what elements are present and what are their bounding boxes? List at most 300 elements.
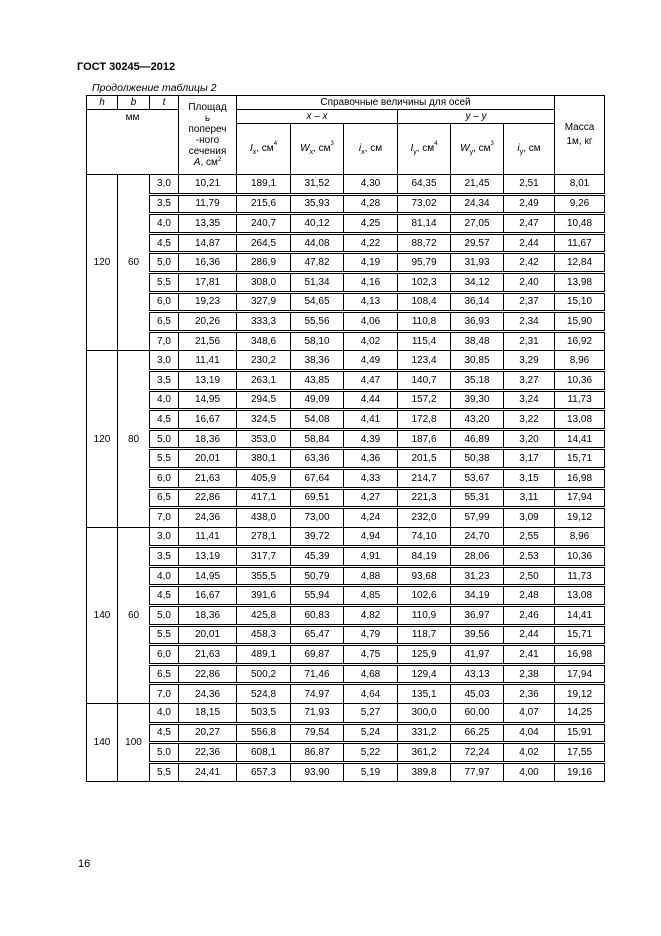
table-cell: 6,5	[150, 664, 179, 684]
table-cell: 294,5	[237, 390, 291, 410]
table-cell: 110,9	[398, 606, 451, 626]
table-cell: 7,0	[150, 684, 179, 704]
section-properties-table	[86, 95, 605, 782]
group-h-cell: 140	[87, 527, 118, 703]
b-header: b	[118, 96, 150, 110]
table-cell: 13,19	[179, 370, 237, 390]
table-cell: 15,90	[555, 312, 605, 332]
table-cell: 503,5	[237, 704, 291, 724]
table-cell: 15,10	[555, 292, 605, 312]
table-cell: 2,46	[504, 606, 555, 626]
ry-symbol: i	[517, 142, 520, 154]
table-cell: 278,1	[237, 527, 291, 547]
table-cell: 4,85	[344, 586, 398, 606]
iy-symbol: I	[410, 142, 414, 154]
table-cell: 16,67	[179, 410, 237, 430]
table-cell: 65,47	[291, 625, 344, 645]
table-cell: 36,14	[451, 292, 504, 312]
ix-unit: , см	[256, 142, 274, 154]
table-cell: 4,00	[504, 762, 555, 782]
group-b-cell: 60	[118, 527, 150, 703]
wx-exp: 3	[330, 140, 334, 147]
table-cell: 4,02	[344, 331, 398, 351]
mass-header	[555, 96, 605, 175]
table-cell: 81,14	[398, 214, 451, 234]
table-cell: 380,1	[237, 449, 291, 469]
table-cell: 324,5	[237, 410, 291, 430]
table-cell: 16,36	[179, 253, 237, 273]
table-row	[87, 390, 605, 410]
table-cell: 11,79	[179, 194, 237, 214]
table-row	[87, 214, 605, 234]
table-cell: 129,4	[398, 664, 451, 684]
table-cell: 4,02	[504, 743, 555, 763]
table-cell: 4,0	[150, 390, 179, 410]
table-cell: 4,44	[344, 390, 398, 410]
table-cell: 14,95	[179, 566, 237, 586]
table-cell: 39,72	[291, 527, 344, 547]
table-cell: 11,41	[179, 527, 237, 547]
rx-sub: x	[361, 148, 365, 156]
table-cell: 20,26	[179, 312, 237, 332]
table-row	[87, 468, 605, 488]
table-cell: 4,22	[344, 233, 398, 253]
table-cell: 2,31	[504, 331, 555, 351]
wx-header	[291, 124, 344, 175]
table-cell: 66,25	[451, 723, 504, 743]
table-cell: 19,12	[555, 684, 605, 704]
wx-unit: , см	[313, 142, 331, 154]
table-cell: 14,87	[179, 233, 237, 253]
table-cell: 9,26	[555, 194, 605, 214]
axis-x-header: x – x	[237, 110, 398, 124]
table-cell: 69,87	[291, 645, 344, 665]
table-cell: 63,36	[291, 449, 344, 469]
table-cell: 24,34	[451, 194, 504, 214]
table-cell: 13,08	[555, 410, 605, 430]
table-cell: 4,07	[504, 704, 555, 724]
table-row	[87, 625, 605, 645]
table-cell: 524,8	[237, 684, 291, 704]
table-cell: 2,53	[504, 547, 555, 567]
table-cell: 13,35	[179, 214, 237, 234]
table-cell: 24,41	[179, 762, 237, 782]
table-row	[87, 645, 605, 665]
table-row	[87, 351, 605, 371]
table-cell: 201,5	[398, 449, 451, 469]
table-cell: 17,94	[555, 488, 605, 508]
table-cell: 71,93	[291, 704, 344, 724]
table-cell: 361,2	[398, 743, 451, 763]
table-cell: 54,08	[291, 410, 344, 430]
table-cell: 15,71	[555, 625, 605, 645]
ix-sub: x	[252, 148, 257, 156]
table-cell: 51,34	[291, 272, 344, 292]
table-row	[87, 566, 605, 586]
table-cell: 608,1	[237, 743, 291, 763]
table-cell: 45,03	[451, 684, 504, 704]
group-b-cell: 100	[118, 704, 150, 782]
table-cell: 263,1	[237, 370, 291, 390]
table-cell: 44,08	[291, 233, 344, 253]
table-cell: 39,30	[451, 390, 504, 410]
table-cell: 4,13	[344, 292, 398, 312]
table-cell: 88,72	[398, 233, 451, 253]
table-cell: 10,36	[555, 370, 605, 390]
table-row	[87, 331, 605, 351]
table-cell: 54,65	[291, 292, 344, 312]
table-cell: 24,70	[451, 527, 504, 547]
table-cell: 4,06	[344, 312, 398, 332]
h-header: h	[87, 96, 118, 110]
table-cell: 31,93	[451, 253, 504, 273]
table-cell: 30,85	[451, 351, 504, 371]
unit-header: мм	[87, 110, 179, 175]
ix-symbol: I	[249, 142, 253, 154]
table-row	[87, 233, 605, 253]
table-cell: 102,3	[398, 272, 451, 292]
table-cell: 3,09	[504, 508, 555, 528]
table-cell: 556,8	[237, 723, 291, 743]
table-cell: 2,50	[504, 566, 555, 586]
table-cell: 4,27	[344, 488, 398, 508]
table-cell: 3,22	[504, 410, 555, 430]
table-cell: 2,48	[504, 586, 555, 606]
table-cell: 4,25	[344, 214, 398, 234]
table-cell: 425,8	[237, 606, 291, 626]
table-cell: 21,63	[179, 468, 237, 488]
table-cell: 331,2	[398, 723, 451, 743]
table-cell: 110,8	[398, 312, 451, 332]
table-cell: 102,6	[398, 586, 451, 606]
table-cell: 157,2	[398, 390, 451, 410]
table-cell: 327,9	[237, 292, 291, 312]
table-row	[87, 253, 605, 273]
table-cell: 5,5	[150, 272, 179, 292]
table-cell: 2,34	[504, 312, 555, 332]
table-cell: 2,44	[504, 625, 555, 645]
table-cell: 300,0	[398, 704, 451, 724]
ix-exp: 4	[273, 140, 278, 147]
table-cell: 15,71	[555, 449, 605, 469]
axis-y-header: y – y	[398, 110, 555, 124]
table-cell: 13,98	[555, 272, 605, 292]
table-cell: 4,36	[344, 449, 398, 469]
table-cell: 215,6	[237, 194, 291, 214]
table-cell: 4,5	[150, 233, 179, 253]
mass-label: Масса 1м, кг	[564, 122, 595, 147]
table-cell: 11,41	[179, 351, 237, 371]
table-cell: 3,24	[504, 390, 555, 410]
table-cell: 2,36	[504, 684, 555, 704]
table-cell: 214,7	[398, 468, 451, 488]
table-cell: 24,36	[179, 684, 237, 704]
table-cell: 4,33	[344, 468, 398, 488]
table-cell: 3,15	[504, 468, 555, 488]
table-cell: 34,19	[451, 586, 504, 606]
group-b-cell: 80	[118, 351, 150, 527]
table-cell: 3,11	[504, 488, 555, 508]
table-cell: 7,0	[150, 508, 179, 528]
table-cell: 333,3	[237, 312, 291, 332]
table-cell: 353,0	[237, 429, 291, 449]
table-cell: 13,08	[555, 586, 605, 606]
table-cell: 71,46	[291, 664, 344, 684]
table-cell: 240,7	[237, 214, 291, 234]
table-row	[87, 429, 605, 449]
table-cell: 7,0	[150, 331, 179, 351]
table-cell: 417,1	[237, 488, 291, 508]
table-cell: 187,6	[398, 429, 451, 449]
table-cell: 391,6	[237, 586, 291, 606]
table-cell: 69,51	[291, 488, 344, 508]
table-cell: 57,99	[451, 508, 504, 528]
table-cell: 4,49	[344, 351, 398, 371]
table-cell: 4,19	[344, 253, 398, 273]
table-cell: 55,31	[451, 488, 504, 508]
table-cell: 118,7	[398, 625, 451, 645]
table-cell: 55,56	[291, 312, 344, 332]
table-cell: 5,5	[150, 762, 179, 782]
table-cell: 12,84	[555, 253, 605, 273]
table-cell: 2,37	[504, 292, 555, 312]
table-cell: 14,41	[555, 429, 605, 449]
table-cell: 4,82	[344, 606, 398, 626]
table-cell: 140,7	[398, 370, 451, 390]
group-h-cell: 120	[87, 351, 118, 527]
table-cell: 39,56	[451, 625, 504, 645]
table-cell: 232,0	[398, 508, 451, 528]
table-cell: 77,97	[451, 762, 504, 782]
table-cell: 43,85	[291, 370, 344, 390]
table-row	[87, 292, 605, 312]
table-cell: 3,0	[150, 351, 179, 371]
table-cell: 20,01	[179, 625, 237, 645]
ry-sub: y	[519, 148, 524, 156]
table-cell: 11,67	[555, 233, 605, 253]
table-row	[87, 370, 605, 390]
rx-header	[344, 124, 398, 175]
table-cell: 35,18	[451, 370, 504, 390]
table-cell: 230,2	[237, 351, 291, 371]
table-cell: 64,35	[398, 175, 451, 195]
table-row	[87, 175, 605, 195]
table-cell: 6,5	[150, 488, 179, 508]
table-cell: 2,38	[504, 664, 555, 684]
table-row	[87, 410, 605, 430]
area-line: попереч	[188, 124, 227, 135]
area-unit: , см	[200, 157, 218, 168]
table-cell: 657,3	[237, 762, 291, 782]
table-cell: 16,98	[555, 645, 605, 665]
table-cell: 29,57	[451, 233, 504, 253]
table-cell: 13,19	[179, 547, 237, 567]
table-cell: 8,01	[555, 175, 605, 195]
table-cell: 3,0	[150, 527, 179, 547]
table-cell: 19,16	[555, 762, 605, 782]
table-cell: 58,10	[291, 331, 344, 351]
table-cell: 22,86	[179, 664, 237, 684]
table-cell: 14,25	[555, 704, 605, 724]
table-cell: 4,68	[344, 664, 398, 684]
table-cell: 5,19	[344, 762, 398, 782]
table-cell: 3,5	[150, 370, 179, 390]
table-cell: 15,91	[555, 723, 605, 743]
table-cell: 16,98	[555, 468, 605, 488]
group-b-cell: 60	[118, 175, 150, 351]
table-cell: 47,82	[291, 253, 344, 273]
table-cell: 5,0	[150, 253, 179, 273]
table-cell: 189,1	[237, 175, 291, 195]
table-cell: 19,12	[555, 508, 605, 528]
table-cell: 16,92	[555, 331, 605, 351]
table-head	[87, 96, 605, 175]
table-cell: 4,75	[344, 645, 398, 665]
table-cell: 355,5	[237, 566, 291, 586]
table-cell: 5,5	[150, 449, 179, 469]
table-cell: 84,19	[398, 547, 451, 567]
table-cell: 19,23	[179, 292, 237, 312]
table-cell: 8,96	[555, 527, 605, 547]
group-h-cell: 120	[87, 175, 118, 351]
table-cell: 2,42	[504, 253, 555, 273]
table-caption: Продолжение таблицы 2	[92, 82, 217, 94]
ry-unit: , см	[523, 142, 541, 154]
iy-header	[398, 124, 451, 175]
table-row	[87, 762, 605, 782]
table-cell: 2,40	[504, 272, 555, 292]
area-line: сечения	[188, 146, 227, 157]
table-row	[87, 606, 605, 626]
table-cell: 108,4	[398, 292, 451, 312]
table-cell: 31,23	[451, 566, 504, 586]
table-cell: 21,45	[451, 175, 504, 195]
table-cell: 4,79	[344, 625, 398, 645]
table-cell: 20,27	[179, 723, 237, 743]
table-cell: 5,27	[344, 704, 398, 724]
table-cell: 22,86	[179, 488, 237, 508]
table-cell: 5,24	[344, 723, 398, 743]
table-cell: 458,3	[237, 625, 291, 645]
table-row	[87, 488, 605, 508]
table-cell: 6,0	[150, 645, 179, 665]
table-cell: 34,12	[451, 272, 504, 292]
table-cell: 4,5	[150, 410, 179, 430]
table-cell: 36,97	[451, 606, 504, 626]
table-cell: 4,28	[344, 194, 398, 214]
wy-sub: y	[469, 148, 474, 156]
table-cell: 135,1	[398, 684, 451, 704]
table-cell: 10,21	[179, 175, 237, 195]
ix-header	[237, 124, 291, 175]
area-header	[179, 96, 237, 175]
table-cell: 18,15	[179, 704, 237, 724]
table-cell: 4,24	[344, 508, 398, 528]
table-row	[87, 547, 605, 567]
table-cell: 11,73	[555, 390, 605, 410]
table-cell: 308,0	[237, 272, 291, 292]
table-cell: 21,63	[179, 645, 237, 665]
iy-unit: , см	[416, 142, 435, 154]
table-cell: 2,55	[504, 527, 555, 547]
table-cell: 11,73	[555, 566, 605, 586]
wx-sub: x	[309, 148, 314, 156]
wy-symbol: W	[460, 142, 470, 154]
table-cell: 500,2	[237, 664, 291, 684]
table-cell: 50,79	[291, 566, 344, 586]
table-cell: 115,4	[398, 331, 451, 351]
table-cell: 172,8	[398, 410, 451, 430]
table-row	[87, 449, 605, 469]
table-row	[87, 723, 605, 743]
table-cell: 4,0	[150, 214, 179, 234]
wx-symbol: W	[300, 142, 310, 154]
table-cell: 4,88	[344, 566, 398, 586]
table-cell: 10,36	[555, 547, 605, 567]
table-row	[87, 272, 605, 292]
table-cell: 4,47	[344, 370, 398, 390]
table-cell: 43,13	[451, 664, 504, 684]
table-cell: 14,95	[179, 390, 237, 410]
table-cell: 21,56	[179, 331, 237, 351]
table-cell: 4,39	[344, 429, 398, 449]
table-cell: 93,90	[291, 762, 344, 782]
table-cell: 4,0	[150, 704, 179, 724]
standard-title: ГОСТ 30245—2012	[77, 61, 176, 73]
table-cell: 93,68	[398, 566, 451, 586]
table-cell: 317,7	[237, 547, 291, 567]
table-cell: 4,16	[344, 272, 398, 292]
table-cell: 5,0	[150, 606, 179, 626]
table-cell: 286,9	[237, 253, 291, 273]
area-line: Площад	[188, 102, 227, 113]
table-cell: 4,94	[344, 527, 398, 547]
t-header: t	[150, 96, 179, 110]
table-cell: 5,5	[150, 625, 179, 645]
table-cell: 4,91	[344, 547, 398, 567]
table-cell: 3,17	[504, 449, 555, 469]
table-cell: 55,94	[291, 586, 344, 606]
table-cell: 2,47	[504, 214, 555, 234]
table-cell: 73,02	[398, 194, 451, 214]
table-cell: 36,93	[451, 312, 504, 332]
table-cell: 86,87	[291, 743, 344, 763]
table-cell: 5,22	[344, 743, 398, 763]
table-cell: 14,41	[555, 606, 605, 626]
table-row	[87, 508, 605, 528]
table-cell: 74,10	[398, 527, 451, 547]
table-cell: 17,81	[179, 272, 237, 292]
rx-unit: , см	[364, 142, 383, 154]
table-cell: 60,83	[291, 606, 344, 626]
table-row	[87, 743, 605, 763]
table-cell: 38,36	[291, 351, 344, 371]
wy-unit: , см	[473, 142, 491, 154]
table-cell: 17,94	[555, 664, 605, 684]
table-cell: 264,5	[237, 233, 291, 253]
table-cell: 43,20	[451, 410, 504, 430]
table-cell: 4,5	[150, 723, 179, 743]
table-cell: 489,1	[237, 645, 291, 665]
table-cell: 4,0	[150, 566, 179, 586]
table-cell: 125,9	[398, 645, 451, 665]
table-cell: 3,27	[504, 370, 555, 390]
table-cell: 22,36	[179, 743, 237, 763]
table-body	[87, 175, 605, 782]
table-cell: 73,00	[291, 508, 344, 528]
table-cell: 6,0	[150, 292, 179, 312]
table-cell: 3,29	[504, 351, 555, 371]
